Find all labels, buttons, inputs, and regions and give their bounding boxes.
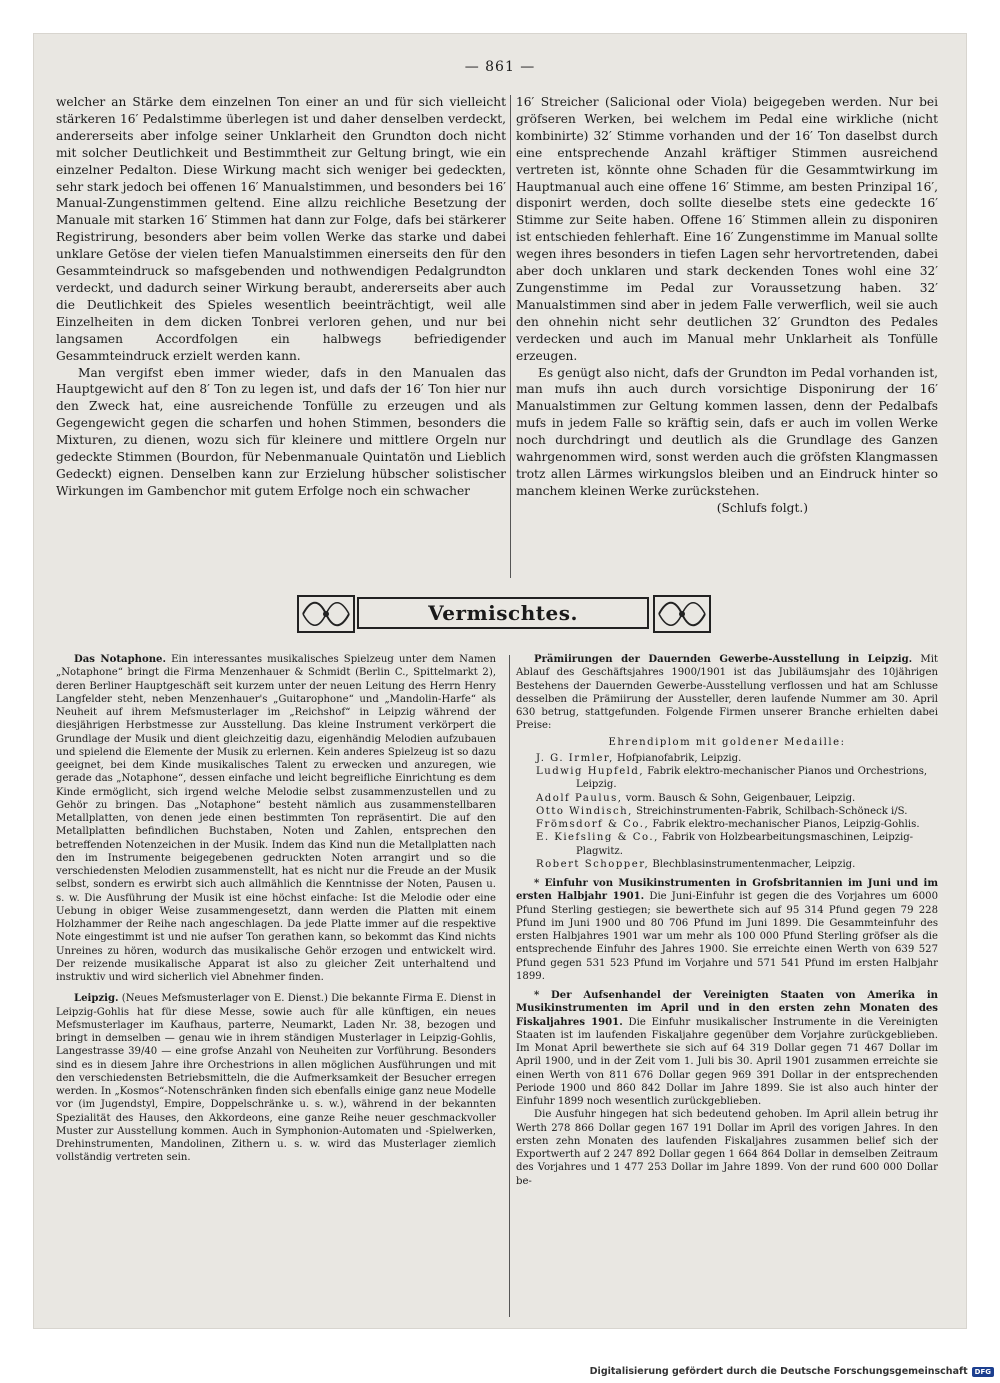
scanned-page	[33, 33, 967, 1329]
firm-entry: Otto Windisch, Streichinstrumenten-Fabrik, Schilbach-Schöneck i/S.	[536, 805, 908, 817]
firm-entry: Frömsdorf & Co., Fabrik elektro-mechanischer Pianos, Leipzig-Gohlis.	[536, 819, 920, 830]
paragraph: 16′ Streicher (Salicional oder Viola) beigegeben werden. Nur bei gröfseren Werken, bei welchem im Pedal eine wirkliche (nicht kombinirte) 32′ Stimme vorhanden und der 16′ Ton daselbst durch eine entsprechende Anzahl kräftiger Stimmen ausreichend vertreten ist, könnte ohne Schaden für die Gesammtwirkung im Hauptmanual auch eine offene 16′ Stimme, am besten Prinzipal 16′, disponirt werden, doch sollte dieselbe stets eine gedeckte 16′ Stimme zur Seite haben. Offene 16′ Stimmen allein zu disponiren ist entschieden fehlerhaft. Eine 16′ Zungenstimme im Manual sollte wegen ihres besonders in tiefen Lagen sehr hervortretenden, dabei aber doch unklaren und stark deckenden Tones wohl eine 32′ Zungenstimme im Pedal zur Voraussetzung haben. 32′ Manualstimmen sind aber in jedem Falle verwerflich, weil sie auch den ohnehin nicht sehr deutlichen 32′ Grundton des Pedales verdecken und auch im Manual mehr Unklarheit als Tonfülle erzeugen.	[516, 95, 938, 363]
news-text: Mit Ablauf des Geschäftsjahres 1900/1901 ist das Jubiläumsjahr des 10jährigen Bestehens der Dauernden Gewerbe-Ausstellung verflossen und hat am Schlusse desselben die Prämiirung der Aussteller, deren laufende Nummer am 30. April 630 betrug, stattgefunden. Folgende Firmen unserer Branche erhielten dabei Preise:	[516, 654, 938, 732]
column-divider	[509, 655, 510, 1317]
continued-note: (Schlufs folgt.)	[716, 500, 808, 515]
news-heading: Leipzig.	[74, 993, 119, 1005]
ornament-left-icon	[297, 595, 355, 633]
firm-entry: Adolf Paulus, vorm. Bausch & Sohn, Geigenbauer, Leipzig.	[536, 792, 856, 804]
news-heading: Prämiirungen der Dauernden Gewerbe-Ausstellung in Leipzig.	[534, 654, 913, 665]
award-title: Ehrendiplom mit goldener Medaille:	[608, 736, 846, 748]
news-column-right	[516, 653, 938, 1188]
column-divider	[510, 95, 511, 578]
news-item-notaphone	[56, 653, 496, 984]
news-text: Die Juni-Einfuhr ist gegen die des Vorjahres um 6000 Pfund Sterling gestiegen; sie bewerthete sich auf 95 314 Pfund gegen 79 228 Pfund im Juni 1900 und 80 706 Pfund im Juni 1899. Die Gesammteinfuhr des ersten Halbjahres 1901 war um mehr als 100 000 Pfund Sterling gröfser als die entsprechende Einfuhr des Jahres 1900. Sie erreichte einen Werth von 639 527 Pfund gegen 531 523 Pfund im Vorjahre und 571 541 Pfund im ersten Halbjahr 1899.	[516, 891, 938, 982]
section-title: Vermischtes.	[357, 597, 649, 629]
paragraph: Man vergifst eben immer wieder, dafs in den Manualen das Hauptgewicht auf den 8′ Ton zu legen ist, und dafs der 16′ Ton hier nur den Zweck hat, eine ausreichende Tonfülle zu erzeugen und als Gegengewicht gegen die scharfen und hohen Stimmen, besonders die Mixturen, zu dienen, wozu sich für kleinere und mittlere Orgeln nur gedeckte Stimmen (Bourdon, für Nebenmanuale Quintatön und Lieblich Gedeckt) eignen. Denselben kann zur Erzielung hübscher solistischer Wirkungen im Gambenchor mit gutem Erfolge noch ein schwacher	[56, 365, 506, 498]
article-column-left	[56, 94, 506, 500]
news-text: (Neues Mefsmusterlager von E. Dienst.) Die bekannte Firma E. Dienst in Leipzig-Gohlis hat für diese Messe, sowie auch für alle künftigen, ein neues Mefsmusterlager im Kaufhaus, parterre, Neumarkt, Laden Nr. 38, bezogen und bringt in demselben — genau wie in ihrem ständigen Musterlager in Leipzig-Gohlis, Langestrasse 39/40 — eine grofse Anzahl von Neuheiten zur Vorführung. Besonders sind es in diesem Jahre ihre Orchestrions in allen möglichen Ausführungen und mit den verschiedensten Betriebsmitteln, die die Aufmerksamkeit der Besucher erregen werden. In „Kosmos“-Notenschränken finden sich ebenfalls einige ganz neue Modelle vor (im Jugendstyl, Empire, Doppelschränke u. s. w.), während in der bekannten Spezialität des Hauses, den Akkordeons, eine ganze Reihe neuer geschmackvoller Muster zur Ausstellung kommen. Auch in Symphonion-Automaten und -Spielwerken, Drehinstrumenten, Mandolinen, Zithern u. s. w. wird das Musterlager ziemlich vollständig vertreten sein.	[56, 993, 497, 1164]
firm-entry: Robert Schopper, Blechblasinstrumentenmacher, Leipzig.	[536, 858, 856, 870]
digitization-credit	[590, 1366, 994, 1377]
news-heading: * Einfuhr von Musikinstrumenten in Grofsbritannien im Juni und im ersten Halbjahr 1901.	[516, 878, 938, 903]
news-text: Die Einfuhr musikalischer Instrumente in die Vereinigten Staaten ist im laufenden Fiskaljahre gegenüber dem Vorjahre zurückgeblieben. Im Monat April bewerthete sie sich auf 64 319 Dollar gegen 71 467 Dollar im April 1900, und in der Zeit vom 1. Juli bis 30. April 1901 zusammen erreichte sie einen Werth von 811 676 Dollar gegen 969 391 Dollar in der entsprechenden Periode 1900 und 860 842 Dollar im Jahre 1899. Sie ist also auch hinter der Einfuhr 1899 noch wesentlich zurückgeblieben.	[516, 1016, 938, 1107]
news-column-left	[56, 653, 496, 1165]
firm-entry: J. G. Irmler, Hofpianofabrik, Leipzig.	[536, 752, 742, 764]
news-text: Ein interessantes musikalisches Spielzeug unter dem Namen „Notaphone“ bringt die Firma Menzenhauer & Schmidt (Berlin C., Spittelmarkt 2), deren Berliner Hauptgeschäft seit kurzem unter der neuen Leitung des Herrn Henry Langfelder steht, neben Menzenhauer's „Guitarophone“ und „Mandolin-Harfe“ als Neuheit auf ihrem Mefsmusterlager im „Reichshof“ in Leipzig während der diesjährigen Herbstmesse zur Ausstellung. Das kleine Instrument verkörpert die Grundlage der Musik und dient gleichzeitig dazu, eigenhändig Melodien aufzubauen und spielend die Elemente der Musik zu erlernen. Kein anderes Spielzeug ist so dazu geeignet, bei dem Kinde musikalisches Talent zu erwecken und anzuregen, wie gerade das „Notaphone“, dessen einfache und leicht begreifliche Einrichtung es dem Kinde ermöglicht, sich irgend welche Melodie selbst zusammenzustellen und zu Gehör zu bringen. Das „Notaphone“ besteht nämlich aus zusammenstellbaren Metallplatten, von denen jede einen bestimmten Ton repräsentirt. Die auf den Metallplatten befindlichen Buchstaben, Noten und Zahlen, entsprechen den betreffenden Notenzeichen in der Musik. Indem das Kind nun die Metallplatten nach den im Instrumente beigegebenen gedruckten Noten arrangirt und so die verschiedensten Melodien zusammenstellt, hat es nicht nur die Freude an der Musik selbst, sondern es erwirbt sich auch allmählich die Kenntnisse der Noten, Pausen u. s. w. Die Ausführung der Musik ist eine höchst einfache: Ist die Melodie oder eine Uebung in obiger Weise zusammengesetzt, dann werden die Platten mit einem Holzhammer der Reihe nach angeschlagen. Da jede Platte immer auf die respektive Note eingestimmt ist und nie aufser Ton gerathen kann, so bekommt das Kind nichts Unreines zu hören, wodurch das musikalische Gehör erzogen und entwickelt wird. Der reizende musikalische Apparat ist also zu gleicher Zeit unterhaltend und instruktiv und wird sicherlich viel Abnehmer finden.	[56, 654, 497, 983]
news-text: Die Ausfuhr hingegen hat sich bedeutend gehoben. Im April allein betrug ihr Werth 278 866 Dollar gegen 167 191 Dollar im April des vorigen Jahres. In den ersten zehn Monaten des laufenden Fiskaljahres zusammen belief sich der Exportwerth auf 2 247 892 Dollar gegen 1 664 864 Dollar in demselben Zeitraum des Vorjahres und 1 477 253 Dollar im Jahre 1899. Von der rund 600 000 Dollar be-	[516, 1109, 938, 1187]
dfg-logo: DFG	[972, 1367, 994, 1377]
news-item-aussenhandel	[516, 989, 938, 1108]
credit-text: Digitalisierung gefördert durch die Deutsche Forschungsgemeinschaft	[589, 1366, 968, 1377]
news-item-einfuhr	[516, 877, 938, 983]
news-heading: Das Notaphone.	[74, 654, 166, 665]
news-heading: * Der Aufsenhandel der Vereinigten Staaten von Amerika in Musikinstrumenten im April und in den ersten zehn Monaten des Fiskaljahres 1901.	[516, 990, 938, 1028]
news-item-praemiirungen	[516, 653, 938, 733]
news-item-leipzig	[56, 992, 496, 1164]
section-banner	[297, 595, 711, 633]
article-column-right	[516, 94, 938, 517]
firm-entry: Ludwig Hupfeld, Fabrik elektro-mechanischer Pianos und Orchestrions, Leipzig.	[536, 766, 928, 791]
ornament-right-icon	[653, 595, 711, 633]
paragraph: Es genügt also nicht, dafs der Grundton im Pedal vorhanden ist, man mufs ihn auch durch vorsichtige Disponirung der 16′ Manualstimmen zur Geltung kommen lassen, denn der Pedalbafs mufs in jedem Falle so kräftig sein, dafs er auch im vollen Werke noch durchdringt und deutlich als die Grundlage des Ganzen wahrgenommen wird, sonst werden auch die gröfsten Klangmassen trotz allen Lärmes wirkungslos bleiben und an Eindruck hinter so manchem kleinen Werke zurückstehen.	[516, 365, 938, 498]
paragraph: welcher an Stärke dem einzelnen Ton einer an und für sich vielleicht stärkeren 16′ Pedalstimme überlegen ist und daher denselben verdeckt, andererseits aber infolge seiner Unklarheit den Grundton doch nicht mit solcher Deutlichkeit und Bestimmtheit zur Geltung bringt, wie ein einzelner Pedalton. Diese Wirkung macht sich weniger bei gedeckten, sehr stark jedoch bei offenen 16′ Manualstimmen, und besonders bei 16′ Manual-Zungenstimmen geltend. Eine allzu reichliche Besetzung der Manuale mit starken 16′ Stimmen hat dann zur Folge, dafs bei stärkerer Registrirung, besonders aber beim vollen Werke das starke und dabei unklare Getöse der vielen tiefen Manualstimmen einerseits den für den Gesammteindruck so mafsgebenden und nothwendigen Pedalgrundton verdeckt, und dadurch seiner Wirkung beraubt, andererseits aber auch die Deutlichkeit des Spieles wesentlich beeinträchtigt, weil alle Einzelheiten in dem dicken Tonbrei verloren gehen, und nur bei langsamen Accordfolgen ein halbwegs befriedigender Gesammteindruck erzielt werden kann.	[56, 95, 506, 363]
firm-entry: E. Kiefsling & Co., Fabrik von Holzbearbeitungsmaschinen, Leipzig-Plagwitz.	[536, 832, 914, 857]
page-number: — 861 —	[464, 59, 536, 75]
